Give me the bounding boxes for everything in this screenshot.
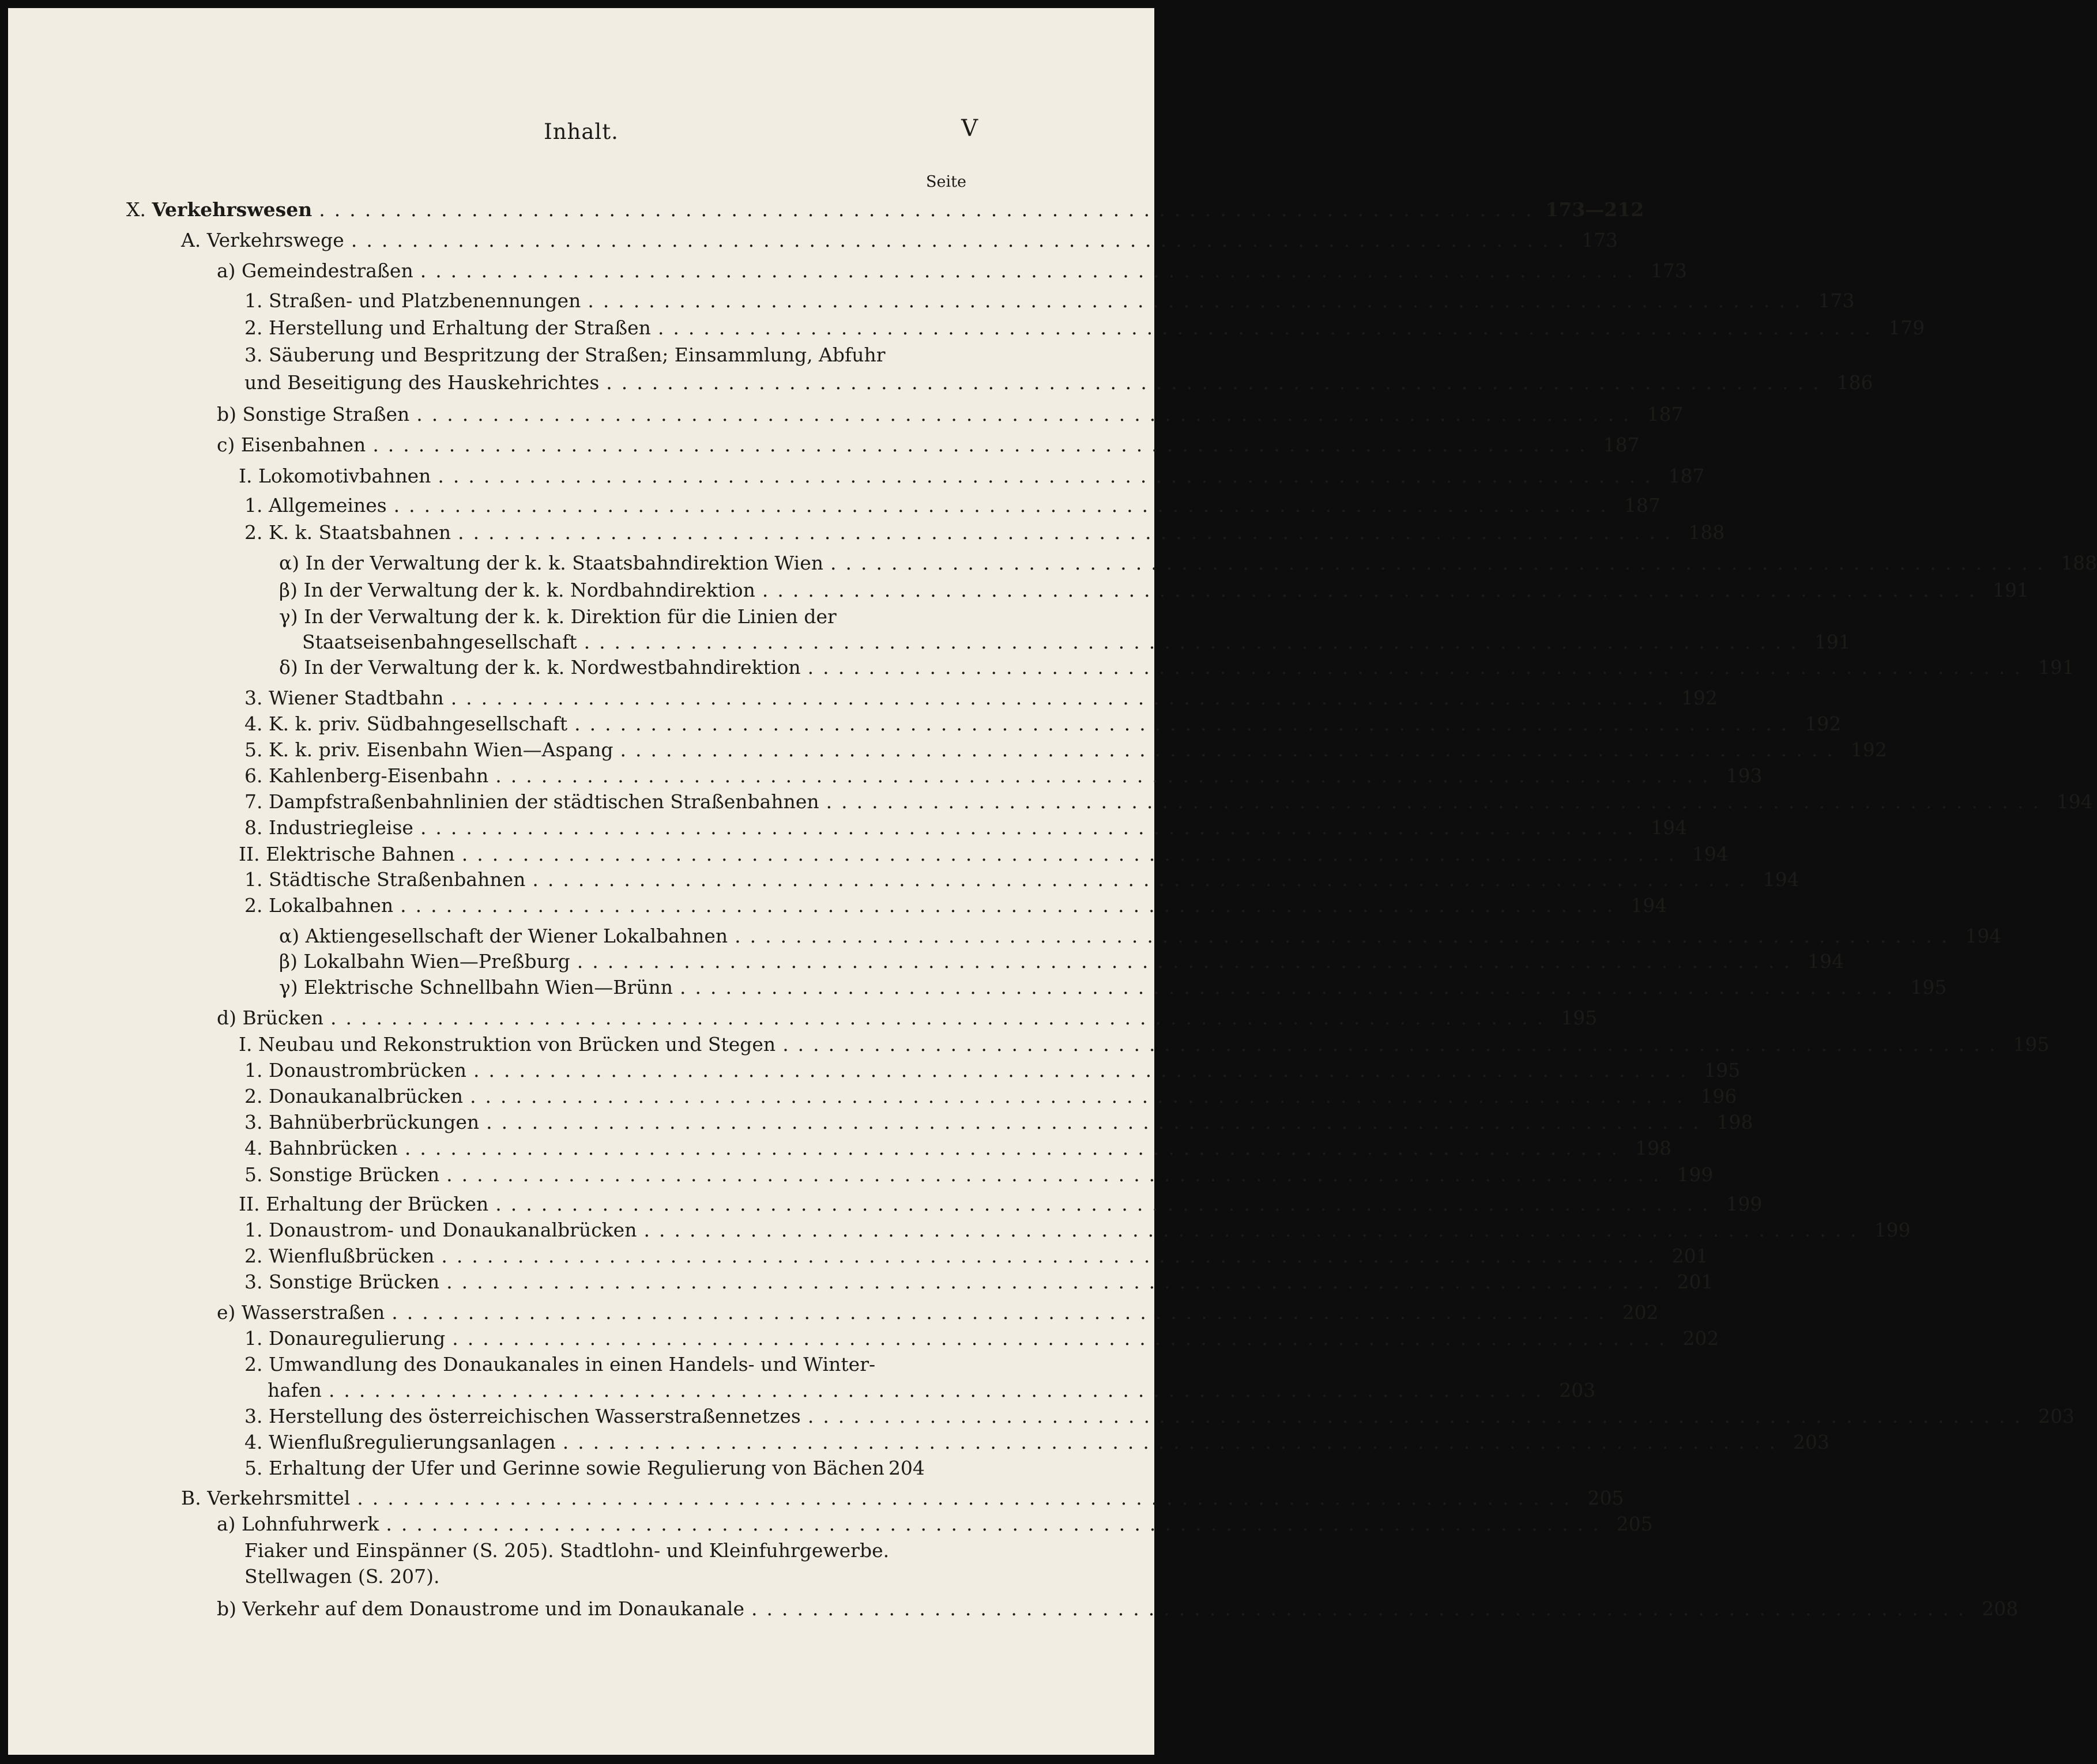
toc-entry-number: 2. <box>244 1245 269 1267</box>
toc-entry-title: Donaustrombrücken <box>268 1059 467 1081</box>
toc-entry-title: K. k. priv. Eisenbahn Wien—Aspang <box>268 738 613 761</box>
toc-entry-number: 3. <box>244 1111 269 1133</box>
toc-entry-number: α) <box>279 552 306 574</box>
toc-entry-title: Industriegleise <box>268 816 413 839</box>
toc-entry[interactable] <box>244 1427 1829 1454</box>
toc-entry[interactable] <box>244 313 1925 340</box>
toc-leader-dots: ................................................................................ <box>577 950 1799 973</box>
toc-entry[interactable] <box>239 461 1705 488</box>
toc-entry-title: Straßen- und Platzbenennungen <box>268 289 581 312</box>
toc-entry[interactable] <box>244 813 1688 839</box>
toc-entry-title: In der Verwaltung der k. k. Nordwestbahndirektion <box>304 656 801 679</box>
toc-leader-dots: ................................................................................ <box>351 229 1573 251</box>
toc-entry[interactable] <box>181 225 1618 252</box>
toc-entry-page: 195 <box>1561 1007 1598 1029</box>
toc-entry-title: Elektrische Schnellbahn Wien—Brünn <box>304 976 673 998</box>
toc-entry-number: I. <box>239 465 259 487</box>
toc-continuation-text: Fiaker und Einspänner (S. 205). Stadtlohn- und Kleinfuhrgewerbe. <box>244 1539 890 1562</box>
toc-entry-number: b) <box>217 1597 243 1620</box>
toc-entry-page: 198 <box>1635 1137 1672 1159</box>
toc-entry-title: Erhaltung der Ufer und Gerinne sowie Regulierung von Bächen <box>268 1457 884 1479</box>
toc-entry-page: 187 <box>1668 465 1705 487</box>
toc-entry-title: Neubau und Rekonstruktion von Brücken und Stegen <box>258 1033 776 1056</box>
toc-entry-number: 1. <box>244 868 269 891</box>
page-number: V <box>961 115 978 142</box>
toc-entry-page: 173 <box>1650 259 1687 282</box>
toc-entry[interactable] <box>217 430 1640 457</box>
toc-leader-dots: ................................................................................ <box>386 1513 1608 1535</box>
toc-entry[interactable] <box>217 1298 1659 1324</box>
toc-entry[interactable] <box>244 1267 1714 1294</box>
toc-entry-page: 205 <box>1587 1487 1624 1509</box>
toc-entry-title: Sonstige Brücken <box>268 1163 440 1186</box>
toc-entry[interactable] <box>279 947 1844 973</box>
toc-entry-page: 201 <box>1671 1245 1708 1267</box>
toc-entry[interactable] <box>244 1081 1737 1108</box>
toc-entry-title: Sonstige Straßen <box>242 403 410 425</box>
toc-entry[interactable] <box>217 1003 1598 1030</box>
toc-entry-title: Erhaltung der Brücken <box>266 1193 489 1215</box>
toc-entry-number: 5. <box>244 738 269 761</box>
toc-entry-title: Städtische Straßenbahnen <box>268 868 526 891</box>
toc-entry[interactable] <box>244 787 2093 813</box>
toc-entry[interactable] <box>244 518 1725 544</box>
toc-entry-title: In der Verwaltung der k. k. Direktion für die Linien der <box>304 605 837 628</box>
toc-entry[interactable] <box>126 195 1644 221</box>
toc-entry[interactable] <box>181 1483 1624 1510</box>
toc-entry-title: Herstellung und Erhaltung der Straßen <box>268 316 651 339</box>
toc-entry-title: Säuberung und Bespritzung der Straßen; Einsammlung, Abfuhr <box>268 344 886 366</box>
toc-entry[interactable] <box>268 1375 1596 1402</box>
toc-entry-number: 4. <box>244 1137 269 1159</box>
toc-entry-title: Bahnbrücken <box>268 1137 398 1159</box>
toc-entry-page: 191 <box>1993 579 2030 601</box>
toc-entry[interactable] <box>244 1160 1714 1186</box>
toc-entry-number: 4. <box>244 713 269 735</box>
toc-leader-dots: ................................................................................ <box>657 316 1880 339</box>
toc-entry[interactable] <box>244 1453 967 1480</box>
toc-entry-number: γ) <box>279 605 304 628</box>
toc-entry-page: 187 <box>1603 434 1640 456</box>
toc-entry-title: Donauregulierung <box>268 1327 446 1350</box>
toc-entry-page: 195 <box>1704 1059 1741 1081</box>
toc-entry-page: 202 <box>1682 1327 1719 1350</box>
toc-entry-number: 8. <box>244 816 269 839</box>
toc-entry-number: b) <box>217 403 243 425</box>
toc-entry-number: 1. <box>244 494 269 517</box>
toc-leader-dots: ................................................................................ <box>606 371 1828 394</box>
toc-entry-number: a) <box>217 259 242 282</box>
toc-entry-number: 4. <box>244 1431 269 1453</box>
toc-entry-number: B. <box>181 1487 208 1509</box>
toc-entry-title: hafen <box>268 1379 322 1401</box>
toc-leader-dots: ................................................................................ <box>470 1085 1692 1107</box>
toc-leader-dots: ................................................................................ <box>441 1245 1663 1267</box>
toc-entry-number: 2. <box>244 894 269 917</box>
toc-entry-page: 187 <box>1647 403 1684 425</box>
toc-entry-page: 173—212 <box>1545 198 1644 221</box>
toc-entry[interactable] <box>244 1133 1672 1160</box>
toc-entry-title: Gemeindestraßen <box>242 259 413 282</box>
toc-entry[interactable] <box>217 256 1687 282</box>
toc-entry-number: β) <box>279 579 304 601</box>
toc-leader-dots: ................................................................................ <box>450 687 1673 709</box>
toc-entry[interactable] <box>244 1107 1753 1134</box>
toc-entry[interactable] <box>244 1215 1911 1242</box>
toc-entry[interactable] <box>217 1509 1653 1536</box>
toc-entry-number: 1. <box>244 1219 269 1241</box>
toc-entry-number: 6. <box>244 764 269 787</box>
toc-entry-title: Verkehrsmittel <box>207 1487 351 1509</box>
toc-entry-page: 203 <box>1559 1379 1596 1401</box>
toc-entry-number: II. <box>239 843 266 865</box>
toc-entry[interactable] <box>244 286 1855 312</box>
toc-entry[interactable] <box>302 627 1851 654</box>
toc-entry-title: In der Verwaltung der k. k. Nordbahndirektion <box>303 579 755 601</box>
toc-leader-dots: ................................................................................ <box>807 1405 2030 1427</box>
toc-entry[interactable] <box>279 602 967 628</box>
toc-leader-dots: ................................................................................ <box>446 1163 1669 1186</box>
toc-leader-dots: ................................................................................ <box>400 894 1622 917</box>
toc-entry[interactable] <box>217 1594 2019 1620</box>
toc-leader-dots: ................................................................................ <box>393 494 1616 517</box>
toc-entry-title: Staatseisenbahngesellschaft <box>302 631 577 653</box>
seite-label: Seite <box>926 173 966 191</box>
toc-entry-number: c) <box>217 434 241 456</box>
toc-entry-page: 199 <box>1677 1163 1714 1186</box>
toc-leader-dots: ................................................................................ <box>372 434 1595 456</box>
toc-entry-page: 193 <box>1726 764 1763 787</box>
toc-leader-dots: ................................................................................ <box>319 198 1541 221</box>
toc-entry-page: 191 <box>1814 631 1851 653</box>
toc-entry-page: 194 <box>1807 950 1844 973</box>
toc-leader-dots: ................................................................................ <box>458 521 1680 544</box>
toc-entry-page: 187 <box>1624 494 1661 517</box>
toc-entry-title: Lokalbahnen <box>268 894 394 917</box>
toc-leader-dots: ................................................................................ <box>643 1219 1866 1241</box>
toc-entry-number: I. <box>239 1033 259 1056</box>
toc-leader-dots: ................................................................................ <box>532 868 1755 891</box>
toc-entry-page: 194 <box>1965 925 2002 947</box>
running-title: Inhalt. <box>544 119 619 144</box>
toc-entry-page: 195 <box>1910 976 1947 998</box>
toc-entry-number: 3. <box>244 1405 269 1427</box>
toc-leader-dots: ................................................................................ <box>830 552 2053 574</box>
toc-entry-page: 208 <box>1982 1597 2019 1620</box>
toc-entry[interactable] <box>279 575 2030 602</box>
toc-entry-number: β) <box>279 950 304 973</box>
toc-entry-number: γ) <box>279 976 304 998</box>
toc-entry[interactable] <box>279 653 2075 679</box>
toc-leader-dots: ................................................................................ <box>404 1137 1627 1159</box>
toc-entry-number: α) <box>279 925 306 947</box>
toc-entry-number: 1. <box>244 1059 269 1081</box>
toc-entry-number: 3. <box>244 344 269 366</box>
toc-entry-title: Verkehrswesen <box>152 198 313 221</box>
toc-entry[interactable] <box>244 709 1842 736</box>
toc-entry[interactable] <box>279 548 2097 575</box>
toc-entry-page: 204 <box>888 1457 925 1479</box>
toc-entry-page: 188 <box>1688 521 1725 544</box>
toc-leader-dots: ................................................................................ <box>438 465 1660 487</box>
toc-entry-title: In der Verwaltung der k. k. Staatsbahndirektion Wien <box>305 552 823 574</box>
document-page <box>8 8 2097 1755</box>
toc-entry-page: 186 <box>1836 371 1873 394</box>
toc-entry-page: 192 <box>1681 687 1718 709</box>
toc-entry[interactable] <box>244 340 967 367</box>
toc-entry-number: a) <box>217 1513 242 1535</box>
toc-entry-page: 202 <box>1622 1301 1659 1324</box>
toc-entry-title: Donaustrom- und Donaukanalbrücken <box>268 1219 637 1241</box>
toc-leader-dots: ................................................................................ <box>574 713 1797 735</box>
toc-entry-number: 2. <box>244 316 269 339</box>
toc-leader-dots: ................................................................................ <box>826 790 2048 813</box>
toc-entry-number: 3. <box>244 1271 269 1293</box>
toc-entry-page: 196 <box>1700 1085 1737 1107</box>
toc-entry-title: Wasserstraßen <box>241 1301 385 1324</box>
toc-leader-dots: ................................................................................ <box>446 1271 1669 1293</box>
toc-entry-title: Dampfstraßenbahnlinien der städtischen Straßenbahnen <box>268 790 819 813</box>
toc-entry-title: und Beseitigung des Hauskehrichtes <box>244 371 600 394</box>
toc-entry-title: Lokomotivbahnen <box>258 465 431 487</box>
toc-entry-title: Eisenbahnen <box>240 434 366 456</box>
toc-entry-title: Kahlenberg-Eisenbahn <box>268 764 489 787</box>
toc-entry-number: 7. <box>244 790 269 813</box>
toc-entry-number: 5. <box>244 1163 269 1186</box>
toc-entry[interactable] <box>279 921 2002 948</box>
toc-entry-number: II. <box>239 1193 266 1215</box>
toc-leader-dots: ................................................................................ <box>588 289 1810 312</box>
toc-entry-title: K. k. priv. Südbahngesellschaft <box>268 713 568 735</box>
toc-entry[interactable] <box>244 1350 967 1376</box>
toc-leader-dots: ................................................................................ <box>461 843 1684 865</box>
toc-entry-title: Herstellung des österreichischen Wasserstraßennetzes <box>268 1405 801 1427</box>
toc-entry-number: 1. <box>244 1327 269 1350</box>
toc-leader-dots: ................................................................................ <box>420 816 1643 839</box>
toc-entry-page: 173 <box>1818 289 1855 312</box>
toc-leader-dots: ................................................................................ <box>735 925 1957 947</box>
toc-entry-page: 188 <box>2061 552 2097 574</box>
toc-entry-title: Sonstige Brücken <box>268 1271 440 1293</box>
toc-leader-dots: ................................................................................ <box>762 579 1985 601</box>
toc-entry[interactable] <box>217 399 1684 426</box>
toc-entry-title: Brücken <box>242 1007 324 1029</box>
toc-continuation-text: Stellwagen (S. 207). <box>244 1565 440 1588</box>
toc-entry[interactable] <box>244 735 1887 762</box>
toc-entry-title: Lokalbahn Wien—Preßburg <box>303 950 570 973</box>
toc-entry-page: 203 <box>1793 1431 1829 1453</box>
toc-entry-title: K. k. Staatsbahnen <box>268 521 451 544</box>
toc-entry-title: Wienflußbrücken <box>268 1245 435 1267</box>
toc-entry-number: A. <box>181 229 207 251</box>
toc-entry[interactable] <box>244 1324 1719 1350</box>
toc-entry-title: Wienflußregulierungsanlagen <box>268 1431 556 1453</box>
toc-entry-page: 194 <box>1692 843 1729 865</box>
toc-entry-page: 203 <box>2038 1405 2075 1427</box>
toc-entry-number: 2. <box>244 1353 269 1375</box>
toc-entry-page: 194 <box>1631 894 1667 917</box>
toc-leader-dots: ................................................................................ <box>807 656 2030 679</box>
toc-leader-dots: ................................................................................ <box>452 1327 1674 1350</box>
toc-leader-dots: ................................................................................ <box>620 738 1842 761</box>
toc-entry[interactable] <box>244 1056 1741 1082</box>
toc-leader-dots: ................................................................................ <box>357 1487 1579 1509</box>
toc-entry-page: 179 <box>1888 316 1925 339</box>
toc-entry-page: 195 <box>2013 1033 2050 1056</box>
toc-entry[interactable] <box>239 839 1729 866</box>
toc-entry-number: 2. <box>244 521 269 544</box>
toc-leader-dots: ................................................................................ <box>495 764 1718 787</box>
toc-entry-number: 5. <box>244 1457 269 1479</box>
toc-leader-dots: ................................................................................ <box>751 1597 1974 1620</box>
toc-entry-title: Lohnfuhrwerk <box>242 1513 379 1535</box>
toc-entry-page: 194 <box>1763 868 1799 891</box>
toc-entry[interactable] <box>244 891 1667 917</box>
toc-entry-title: Allgemeines <box>268 494 387 517</box>
toc-entry-title: Donaukanalbrücken <box>268 1085 464 1107</box>
toc-entry-title: Umwandlung des Donaukanales in einen Handels- und Winter- <box>268 1353 876 1375</box>
toc-entry[interactable] <box>244 491 1661 517</box>
toc-entry-page: 194 <box>1651 816 1688 839</box>
toc-entry-number: δ) <box>279 656 304 679</box>
toc-leader-dots: ................................................................................ <box>782 1033 2005 1056</box>
toc-entry-title: Bahnüberbrückungen <box>268 1111 480 1133</box>
toc-leader-dots: ................................................................................ <box>495 1193 1718 1215</box>
toc-entry[interactable] <box>239 1030 2050 1056</box>
toc-entry-page: 201 <box>1677 1271 1714 1293</box>
toc-entry-title: Aktiengesellschaft der Wiener Lokalbahnen <box>305 925 728 947</box>
toc-leader-dots: ................................................................................ <box>486 1111 1708 1133</box>
toc-entry-page: 199 <box>1874 1219 1911 1241</box>
toc-entry-number: 1. <box>244 289 269 312</box>
toc-leader-dots: ................................................................................ <box>583 631 1806 653</box>
toc-entry[interactable] <box>244 1241 1708 1268</box>
toc-entry-page: 192 <box>1850 738 1887 761</box>
toc-entry-number: e) <box>217 1301 242 1324</box>
toc-entry-page: 191 <box>2038 656 2075 679</box>
toc-entry-title: Verkehrswege <box>206 229 344 251</box>
toc-entry-number: X. <box>126 198 152 221</box>
toc-leader-dots: ................................................................................ <box>562 1431 1784 1453</box>
toc-entry-title: Elektrische Bahnen <box>266 843 455 865</box>
toc-entry[interactable] <box>244 683 1718 710</box>
toc-entry[interactable] <box>239 1189 1763 1216</box>
toc-leader-dots: ................................................................................ <box>680 976 1902 998</box>
toc-entry-page: 192 <box>1805 713 1842 735</box>
toc-entry-number: 3. <box>244 687 269 709</box>
toc-leader-dots: ................................................................................ <box>391 1301 1614 1324</box>
table-of-contents <box>8 8 2097 1755</box>
toc-entry-number: 2. <box>244 1085 269 1107</box>
toc-entry-title: Wiener Stadtbahn <box>268 687 444 709</box>
toc-leader-dots: ................................................................................ <box>473 1059 1696 1081</box>
toc-entry-title: Verkehr auf dem Donaustrome und im Donaukanale <box>242 1597 745 1620</box>
toc-entry[interactable] <box>244 1401 2075 1428</box>
toc-entry[interactable] <box>244 865 1799 891</box>
toc-entry[interactable] <box>279 973 1947 999</box>
toc-entry-page: 173 <box>1582 229 1618 251</box>
toc-leader-dots: ................................................................................ <box>420 259 1642 282</box>
toc-leader-dots: ................................................................................ <box>330 1007 1553 1029</box>
toc-entry-page: 194 <box>2056 790 2093 813</box>
toc-entry[interactable] <box>244 368 1873 394</box>
toc-entry-page: 205 <box>1616 1513 1653 1535</box>
toc-entry[interactable] <box>244 761 1763 787</box>
toc-entry-number: d) <box>217 1007 243 1029</box>
toc-entry-page: 199 <box>1726 1193 1763 1215</box>
toc-entry-page: 198 <box>1716 1111 1753 1133</box>
toc-leader-dots: ................................................................................ <box>328 1379 1551 1401</box>
toc-leader-dots: ................................................................................ <box>416 403 1639 425</box>
